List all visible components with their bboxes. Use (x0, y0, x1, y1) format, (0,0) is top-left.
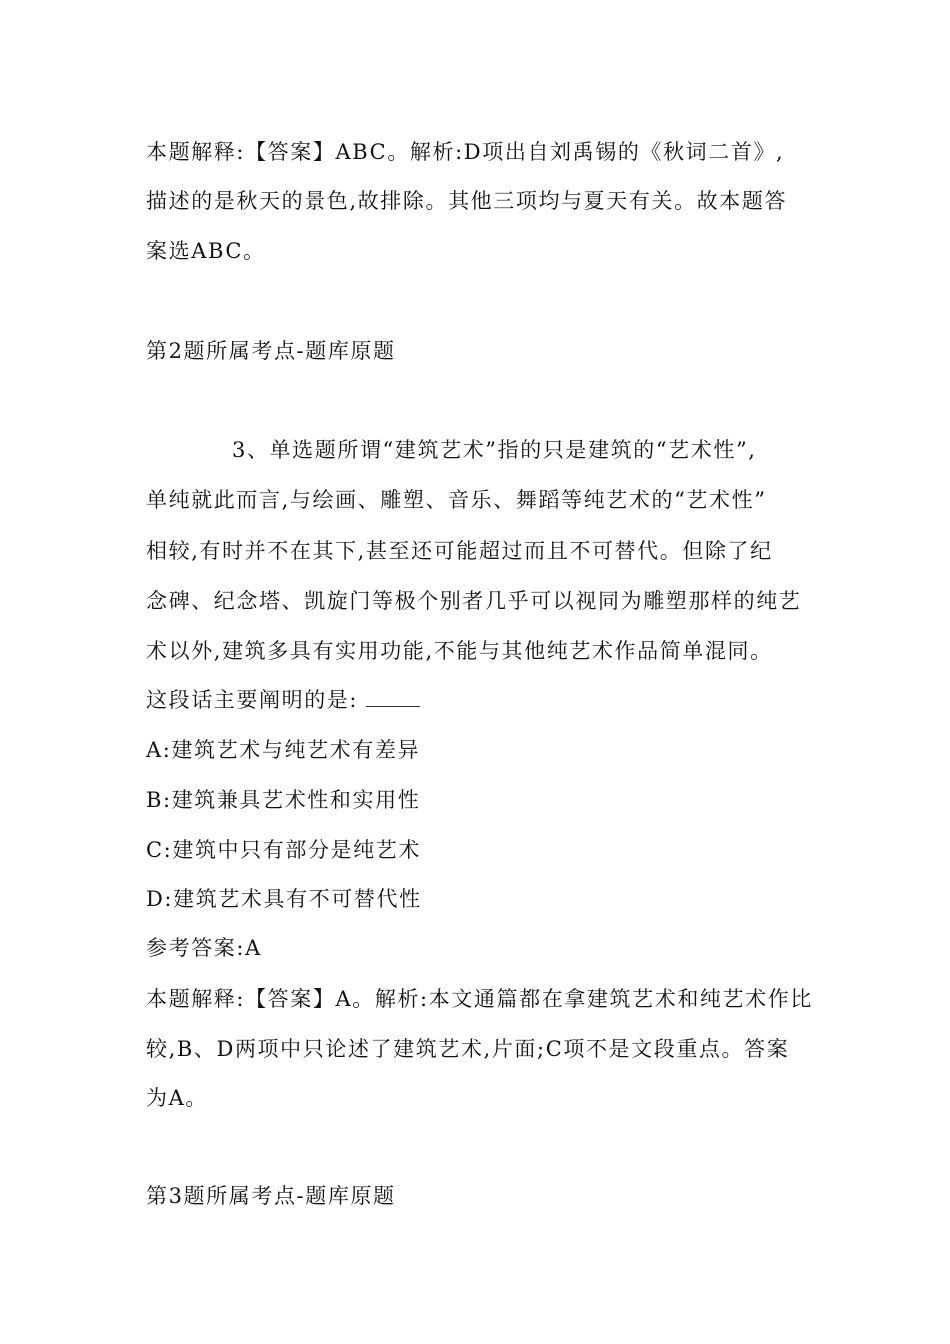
q3-option-a: A:建筑艺术与纯艺术有差异 (146, 738, 421, 762)
q3-option-b: B:建筑兼具艺术性和实用性 (146, 788, 421, 812)
q3-stem-line-4: 念碑、纪念塔、凯旋门等极个别者几乎可以视同为雕塑那样的纯艺 (146, 589, 802, 613)
q3-stem-line-1: 3、单选题所谓“建筑艺术”指的只是建筑的“艺术性”, (232, 438, 757, 462)
answer-blank (366, 692, 420, 707)
q3-stem-line-6 (146, 685, 420, 715)
q3-stem-line-2: 单纯就此而言,与绘画、雕塑、音乐、舞蹈等纯艺术的“艺术性” (146, 488, 767, 512)
q3-explanation-line-3: 为A。 (146, 1086, 208, 1110)
q1-explanation-line-2: 描述的是秋天的景色,故排除。其他三项均与夏天有关。故本题答 (146, 189, 788, 213)
q3-question-prompt: 这段话主要阐明的是: (146, 688, 359, 712)
q3-topic: 第3题所属考点-题库原题 (146, 1184, 396, 1208)
q3-stem-line-5: 术以外,建筑多具有实用功能,不能与其他纯艺术作品简单混同。 (146, 639, 773, 663)
q3-option-c: C:建筑中只有部分是纯艺术 (146, 838, 421, 862)
q1-explanation-line-1: 本题解释:【答案】ABC。解析:D项出自刘禹锡的《秋词二首》, (146, 140, 785, 164)
q3-option-d: D:建筑艺术具有不可替代性 (146, 887, 422, 911)
q1-explanation-line-3: 案选ABC。 (146, 239, 266, 263)
q3-stem-line-3: 相较,有时并不在其下,甚至还可能超过而且不可替代。但除了纪 (146, 539, 773, 563)
q2-topic: 第2题所属考点-题库原题 (146, 339, 396, 363)
q3-explanation-line-2: 较,B、D两项中只论述了建筑艺术,片面;C项不是文段重点。答案 (146, 1037, 790, 1061)
q3-explanation-line-1: 本题解释:【答案】A。解析:本文通篇都在拿建筑艺术和纯艺术作比 (146, 987, 813, 1011)
q3-answer: 参考答案:A (146, 936, 262, 960)
